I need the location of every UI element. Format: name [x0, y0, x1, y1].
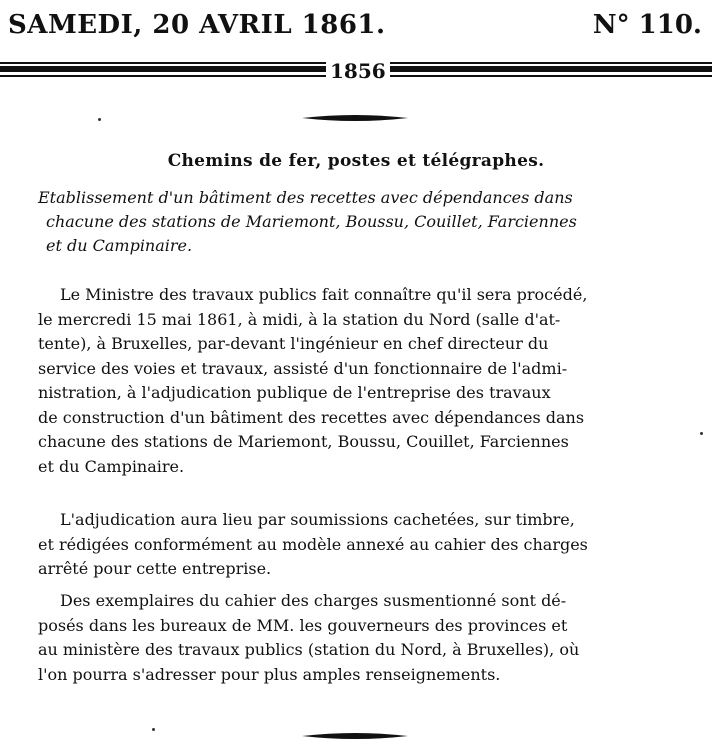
print-speck: [98, 118, 101, 121]
subtitle-line: et du Campinaire.: [46, 236, 193, 255]
paragraph-line: nistration, à l'adjudication publique de l'entreprise des travaux: [38, 383, 551, 402]
article-paragraph-1: [38, 283, 693, 479]
paragraph-line: posés dans les bureaux de MM. les gouverneurs des provinces et: [38, 615, 568, 635]
paragraph-line: l'on pourra s'adresser pour plus amples renseignements.: [38, 664, 501, 684]
paragraph-line: service des voies et travaux, assisté d'un fonctionnaire de l'admi-: [38, 358, 568, 378]
article-paragraph-2: [38, 508, 693, 582]
subtitle-line: chacune des stations de Mariemont, Boussu, Couillet, Farciennes: [46, 212, 577, 231]
paragraph-line: arrêté pour cette entreprise.: [38, 559, 272, 578]
paragraph-line: tente), à Bruxelles, par-devant l'ingénieur en chef directeur du: [38, 334, 549, 353]
paragraph-line: L'adjudication aura lieu par soumissions cachetées, sur timbre,: [60, 510, 575, 529]
subtitle-line: Etablissement d'un bâtiment des recettes avec dépendances dans: [38, 188, 573, 207]
ornament-divider-bottom: [300, 730, 410, 742]
paragraph-line: chacune des stations de Mariemont, Boussu, Couillet, Farciennes: [38, 432, 569, 451]
article-subtitle: [38, 186, 693, 258]
paragraph-line: au ministère des travaux publics (station du Nord, à Bruxelles), où: [38, 640, 580, 659]
paragraph-line: Le Ministre des travaux publics fait connaître qu'il sera procédé,: [60, 285, 588, 304]
article-heading: Chemins de fer, postes et télégraphes.: [167, 151, 545, 171]
issue-number: N° 110.: [592, 10, 702, 40]
paragraph-line: de construction d'un bâtiment des recettes avec dépendances dans: [38, 407, 585, 427]
year-label: 1856: [326, 60, 390, 82]
issue-date: SAMEDI, 20 AVRIL 1861.: [8, 10, 386, 40]
print-speck: [152, 728, 155, 731]
paragraph-line: et rédigées conformément au modèle annexé au cahier des charges: [38, 534, 588, 554]
article-paragraph-3: [38, 589, 693, 687]
paragraph-line: et du Campinaire.: [38, 456, 185, 476]
masthead: [0, 0, 712, 46]
paragraph-line: Des exemplaires du cahier des charges susmentionné sont dé-: [60, 591, 567, 610]
paragraph-line: le mercredi 15 mai 1861, à midi, à la station du Nord (salle d'at-: [38, 309, 561, 329]
ornament-divider-top: [300, 112, 410, 124]
print-speck: [700, 432, 703, 435]
